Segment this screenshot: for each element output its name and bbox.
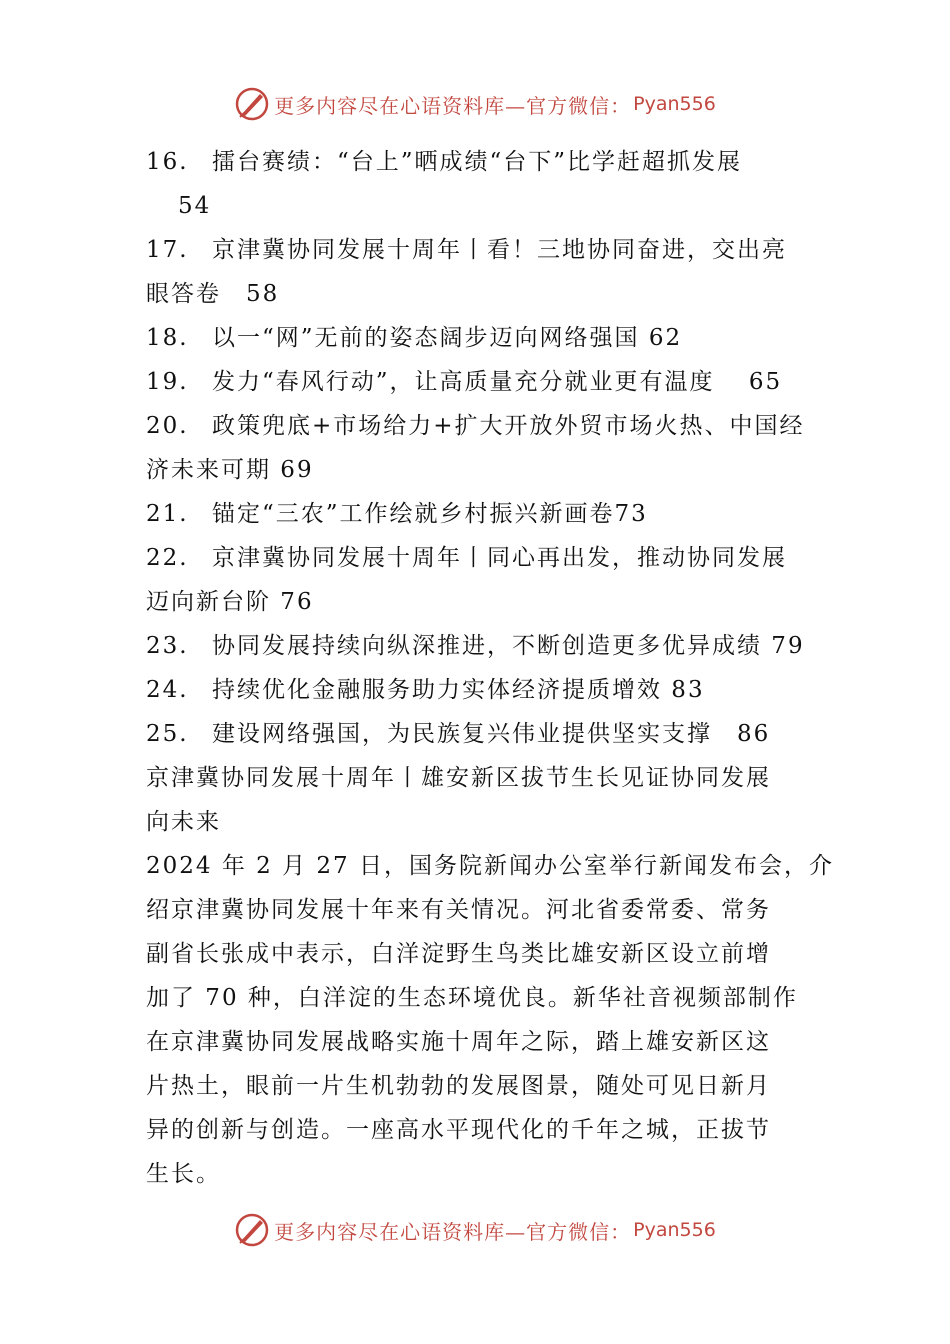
body-line: 加了 70 种，白洋淀的生态环境优良。新华社音视频部制作 <box>146 985 798 1011</box>
document-content <box>146 140 834 1196</box>
toc-entry-21 <box>146 492 816 536</box>
toc-entry-18 <box>146 316 816 360</box>
toc-entry-20 <box>146 404 816 448</box>
body-line: 生长。 <box>146 1161 221 1187</box>
toc-number: 22. <box>146 545 189 571</box>
footer-banner <box>0 1210 950 1250</box>
toc-entry-23 <box>146 624 816 668</box>
toc-entry-25 <box>146 712 816 756</box>
toc-title-continuation: 眼答卷 58 <box>146 281 280 307</box>
toc-entry-24 <box>146 668 816 712</box>
toc-title: 发力“春风行动”，让高质量充分就业更有温度 65 <box>212 369 783 395</box>
banner-text: 更多内容尽在心语资料库—官方微信： <box>274 1219 632 1244</box>
toc-number: 21. <box>146 501 189 527</box>
body-line: 异的创新与创造。一座高水平现代化的千年之城，正拔节 <box>146 1117 771 1143</box>
toc-number: 19. <box>146 369 189 395</box>
toc-number: 23. <box>146 633 189 659</box>
header-banner <box>0 84 950 124</box>
toc-title-continuation: 济未来可期 69 <box>146 457 314 483</box>
body-line: 绍京津冀协同发展十年来有关情况。河北省委常委、常务 <box>146 897 771 923</box>
toc-title: 政策兜底+市场给力+扩大开放外贸市场火热、中国经 <box>212 413 805 439</box>
toc-title: 建设网络强国，为民族复兴伟业提供坚实支撑 86 <box>212 721 771 747</box>
toc-number: 16. <box>146 149 189 175</box>
toc-entry-19 <box>146 360 816 404</box>
toc-title: 擂台赛绩：“台上”晒成绩“台下”比学赶超抓发展 <box>212 149 743 175</box>
toc-title-continuation: 迈向新台阶 76 <box>146 589 314 615</box>
quill-pen-logo-icon <box>234 1212 270 1248</box>
article-title-continuation: 向未来 <box>146 809 221 835</box>
banner-text: 更多内容尽在心语资料库—官方微信： <box>274 93 632 118</box>
body-line: 副省长张成中表示，白洋淀野生鸟类比雄安新区设立前增 <box>146 941 771 967</box>
banner-wechat-id: Pyan556 <box>633 1219 716 1241</box>
toc-number: 24. <box>146 677 189 703</box>
article-title: 京津冀协同发展十周年丨雄安新区拔节生长见证协同发展 <box>146 765 771 791</box>
toc-number: 20. <box>146 413 189 439</box>
body-line: 在京津冀协同发展战略实施十周年之际，踏上雄安新区这 <box>146 1029 771 1055</box>
toc-entry-16 <box>146 140 816 184</box>
toc-title: 锚定“三农”工作绘就乡村振兴新画卷73 <box>212 501 648 527</box>
toc-number: 17. <box>146 237 189 263</box>
toc-title: 以一“网”无前的姿态阔步迈向网络强国 62 <box>212 325 683 351</box>
toc-title: 持续优化金融服务助力实体经济提质增效 83 <box>212 677 705 703</box>
toc-title: 协同发展持续向纵深推进，不断创造更多优异成绩 79 <box>212 633 805 659</box>
toc-entry-22 <box>146 536 816 580</box>
toc-number: 25. <box>146 721 189 747</box>
body-line: 片热土，眼前一片生机勃勃的发展图景，随处可见日新月 <box>146 1073 771 1099</box>
quill-pen-logo-icon <box>234 86 270 122</box>
toc-number: 18. <box>146 325 189 351</box>
toc-title: 京津冀协同发展十周年丨同心再出发，推动协同发展 <box>212 545 787 571</box>
banner-wechat-id: Pyan556 <box>633 93 716 115</box>
toc-page-number: 54 <box>178 193 212 219</box>
toc-title: 京津冀协同发展十周年丨看！三地协同奋进，交出亮 <box>212 237 787 263</box>
body-line: 2024 年 2 月 27 日，国务院新闻办公室举行新闻发布会，介 <box>146 853 834 879</box>
toc-entry-17 <box>146 228 816 272</box>
